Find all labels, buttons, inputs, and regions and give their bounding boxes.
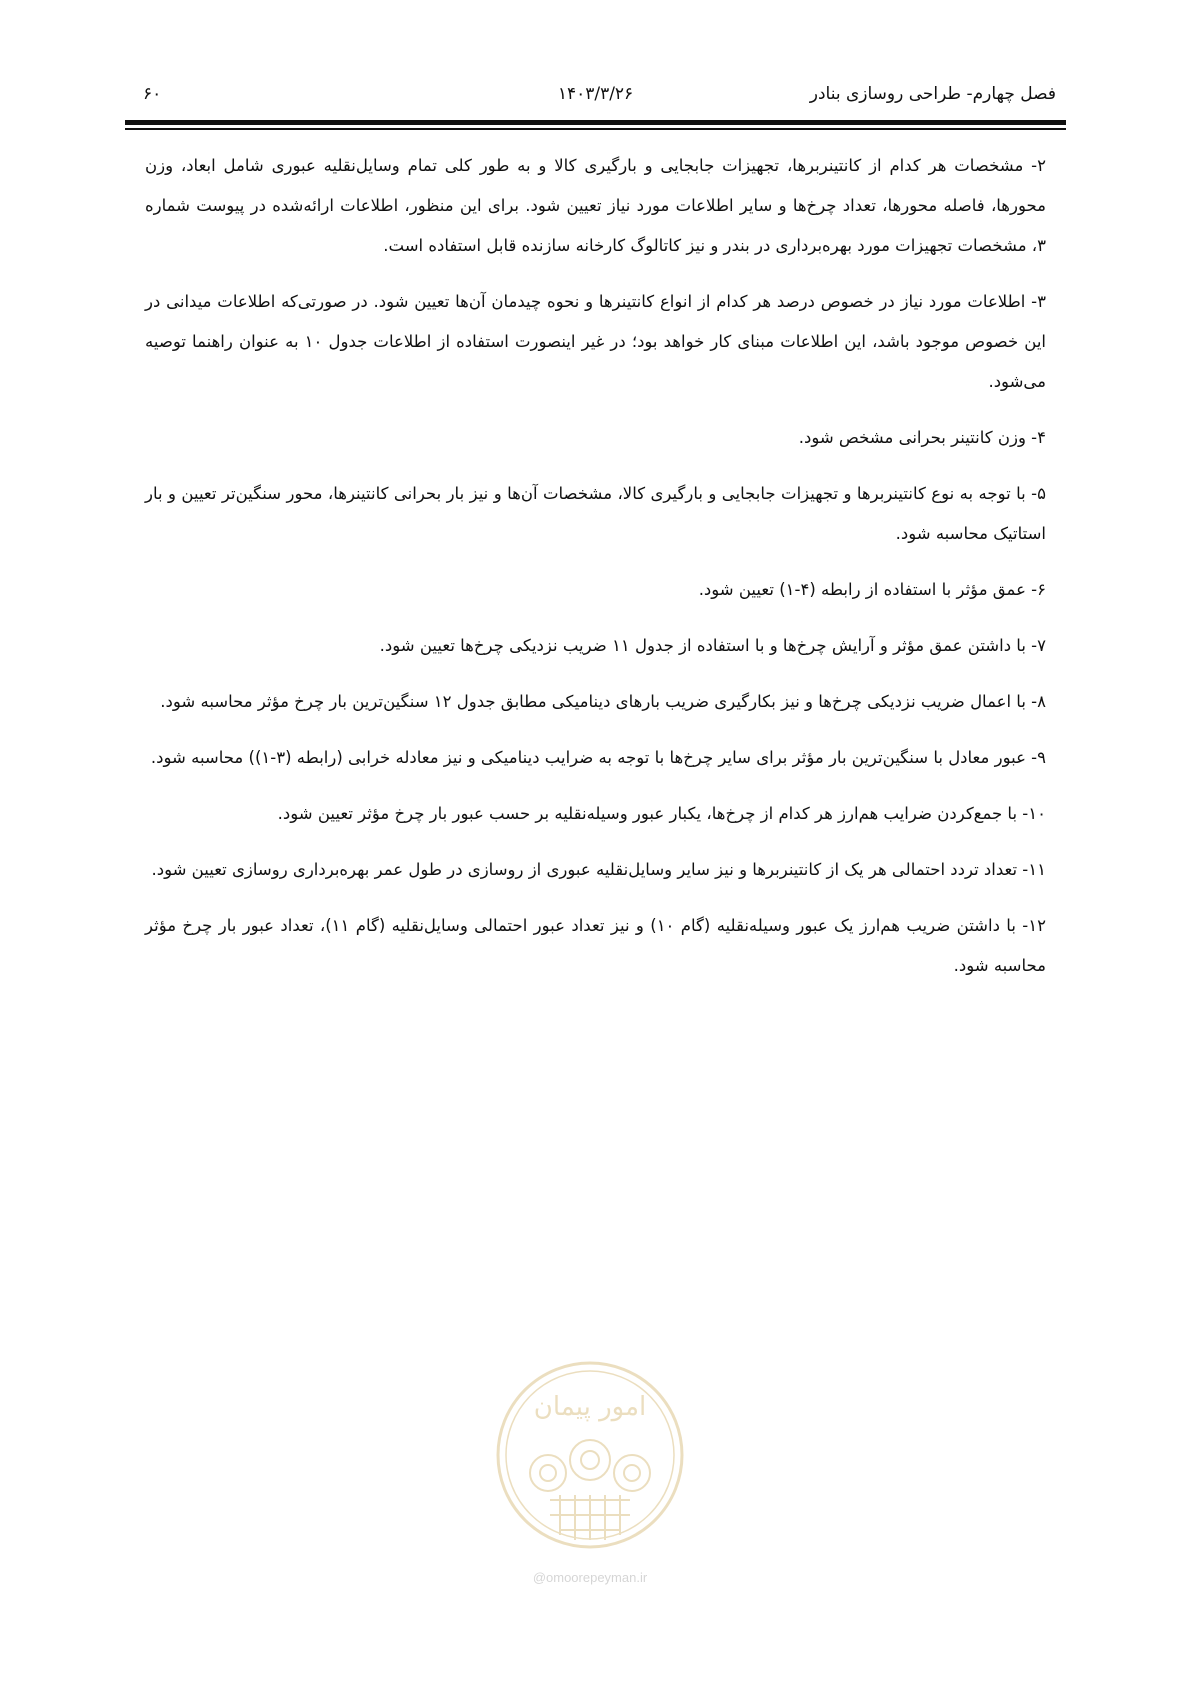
body-text	[145, 146, 1046, 1002]
page-number: ۶۰	[143, 84, 162, 104]
paragraph-step-3: ۳- اطلاعات مورد نیاز در خصوص درصد هر کدام از انواع کانتینرها و نحوه چیدمان آن‌ها تعیین شود. در صورتی‌که اطلاعات میدانی در این خصوص موجود باشد، این اطلاعات مبنای کار خواهد بود؛ در غیر اینصورت استفاده از اطلاعات جدول ۱۰ به عنوان راهنما توصیه می‌شود.	[145, 292, 1046, 391]
paragraph-step-2: ۲- مشخصات هر کدام از کانتینربرها، تجهیزات جابجایی و بارگیری کالا و به طور کلی تمام وسایل‌نقلیه عبوری شامل ابعاد، وزن محورها، فاصله محورها، تعداد چرخ‌ها و سایر اطلاعات مورد نیاز تعیین شود. برای این منظور، اطلاعات ارائه‌شده در پیوست شماره ۳، مشخصات تجهیزات مورد بهره‌برداری در بندر و نیز کاتالوگ کارخانه سازنده قابل استفاده است.	[145, 156, 1046, 255]
paragraph-step-7: ۷- با داشتن عمق مؤثر و آرایش چرخ‌ها و با استفاده از جدول ۱۱ ضریب نزدیکی چرخ‌ها تعیین شود.	[379, 636, 1046, 655]
page-header	[125, 78, 1066, 112]
header-date: ۱۴۰۳/۳/۲۶	[557, 84, 634, 104]
paragraph-step-8: ۸- با اعمال ضریب نزدیکی چرخ‌ها و نیز بکارگیری ضریب بارهای دینامیکی مطابق جدول ۱۲ سنگین‌ترین بار چرخ مؤثر محاسبه شود.	[160, 692, 1046, 711]
header-rule-thick	[125, 120, 1066, 125]
paragraph-step-6: ۶- عمق مؤثر با استفاده از رابطه (۴-۱) تعیین شود.	[698, 580, 1046, 599]
watermark-logo	[490, 1355, 690, 1600]
paragraph-step-11: ۱۱- تعداد تردد احتمالی هر یک از کانتینربرها و نیز سایر وسایل‌نقلیه عبوری از روسازی در طول عمر بهره‌برداری روسازی تعیین شود.	[151, 860, 1046, 879]
paragraph-step-12: ۱۲- با داشتن ضریب هم‌ارز یک عبور وسیله‌نقلیه (گام ۱۰) و نیز تعداد عبور احتمالی وسایل‌نقلیه (گام ۱۱)، تعداد عبور بار چرخ مؤثر محاسبه شود.	[145, 916, 1046, 975]
paragraph-step-9: ۹- عبور معادل با سنگین‌ترین بار مؤثر برای سایر چرخ‌ها با توجه به ضرایب دینامیکی و نیز معادله خرابی (رابطه (۳-۱)) محاسبه شود.	[150, 748, 1046, 767]
paragraph-step-5: ۵- با توجه به نوع کانتینربرها و تجهیزات جابجایی و بارگیری کالا، مشخصات آن‌ها و نیز بار بحرانی کانتینرها، محور سنگین‌تر تعیین و بار استاتیک محاسبه شود.	[145, 484, 1046, 543]
gear-logo-icon	[490, 1355, 690, 1565]
chapter-title: فصل چهارم- طراحی روسازی بنادر	[809, 84, 1056, 104]
watermark-logo-text: امور پیمان	[533, 1392, 647, 1422]
watermark-url: @omoorepeyman.ir	[532, 1570, 648, 1585]
paragraph-step-10: ۱۰- با جمع‌کردن ضرایب هم‌ارز هر کدام از چرخ‌ها، یکبار عبور وسیله‌نقلیه بر حسب عبور بار چرخ مؤثر تعیین شود.	[277, 804, 1046, 823]
header-rule-thin	[125, 128, 1066, 130]
paragraph-step-4: ۴- وزن کانتینر بحرانی مشخص شود.	[798, 428, 1046, 447]
